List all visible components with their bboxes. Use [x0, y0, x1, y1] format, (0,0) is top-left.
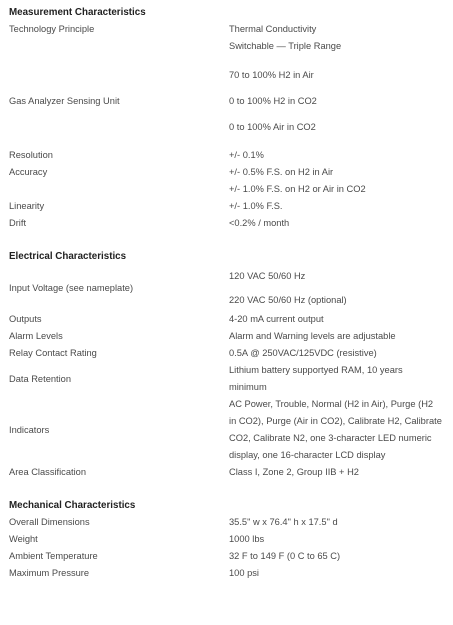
spec-row-accuracy: [9, 164, 449, 198]
section-spacer: [9, 481, 449, 497]
spec-row-drift: [9, 215, 449, 232]
spec-row-indicators: [9, 396, 449, 464]
spec-value: 1000 lbs: [229, 534, 265, 544]
spec-value-line: display, one 16-character LCD display: [229, 450, 386, 460]
spec-row-relay-rating: [9, 345, 449, 362]
spec-value-line: 0 to 100% Air in CO2: [229, 122, 316, 132]
spec-value: <0.2% / month: [229, 218, 290, 228]
spec-value: [229, 396, 449, 464]
spec-label: Relay Contact Rating: [9, 348, 97, 358]
spec-label: Accuracy: [9, 167, 48, 177]
spec-value: 35.5" w x 76.4" h x 17.5" d: [229, 517, 338, 527]
spec-value: [229, 362, 449, 396]
spec-value-line: AC Power, Trouble, Normal (H2 in Air), Purge (H2: [229, 399, 434, 409]
spec-value-line: 120 VAC 50/60 Hz: [229, 271, 306, 281]
spec-value-line: CO2, Calibrate N2, one 3-character LED numeric: [229, 433, 432, 443]
spec-row-area-classification: [9, 464, 449, 481]
spec-row-input-voltage: [9, 265, 449, 311]
spec-label: Resolution: [9, 150, 53, 160]
spec-value: +/- 0.1%: [229, 150, 264, 160]
spec-label: Linearity: [9, 201, 45, 211]
spec-label: Alarm Levels: [9, 331, 63, 341]
spec-value-line: Lithium battery supportyed RAM, 10 years: [229, 365, 403, 375]
spec-value: [229, 62, 449, 140]
spec-row-alarm-levels: [9, 328, 449, 345]
spec-value-line: +/- 1.0% F.S. on H2 or Air in CO2: [229, 184, 366, 194]
spec-value: [229, 264, 449, 312]
spec-label: Weight: [9, 534, 38, 544]
spec-label: Drift: [9, 218, 27, 228]
spec-value-line: 70 to 100% H2 in Air: [229, 70, 314, 80]
spec-label: Gas Analyzer Sensing Unit: [9, 95, 120, 106]
spec-row-dimensions: [9, 514, 449, 531]
spec-value: Class I, Zone 2, Group IIB + H2: [229, 467, 359, 477]
spec-value: 100 psi: [229, 568, 259, 578]
spec-row-ambient-temperature: [9, 548, 449, 565]
spec-label: Indicators: [9, 424, 50, 435]
spec-value-line: 0 to 100% H2 in CO2: [229, 96, 317, 106]
spec-row-outputs: [9, 311, 449, 328]
specifications-table: [9, 4, 449, 582]
spec-value-line: +/- 0.5% F.S. on H2 in Air: [229, 167, 334, 177]
spec-label: Outputs: [9, 314, 42, 324]
spec-row-gas-analyzer: [9, 55, 449, 147]
spec-value-line: Thermal Conductivity: [229, 24, 317, 34]
electrical-section-title: Electrical Characteristics: [9, 251, 127, 262]
spec-label: Input Voltage (see nameplate): [9, 282, 134, 293]
spec-label: Area Classification: [9, 467, 86, 477]
spec-row-maximum-pressure: [9, 565, 449, 582]
spec-value: 32 F to 149 F (0 C to 65 C): [229, 551, 341, 561]
spec-value-line: Switchable — Triple Range: [229, 41, 342, 51]
spec-label: Technology Principle: [9, 24, 95, 34]
mechanical-section-title: Mechanical Characteristics: [9, 500, 136, 511]
spec-value-line: minimum: [229, 382, 267, 392]
spec-value: 0.5A @ 250VAC/125VDC (resistive): [229, 348, 377, 358]
spec-row-weight: [9, 531, 449, 548]
spec-value: +/- 1.0% F.S.: [229, 201, 283, 211]
spec-value: [229, 164, 449, 198]
spec-label: Maximum Pressure: [9, 568, 90, 578]
spec-label: Ambient Temperature: [9, 551, 98, 561]
spec-value: 4-20 mA current output: [229, 314, 324, 324]
spec-label: Overall Dimensions: [9, 517, 90, 527]
spec-value: Alarm and Warning levels are adjustable: [229, 331, 396, 341]
spec-value-line: 220 VAC 50/60 Hz (optional): [229, 295, 347, 305]
measurement-section-title: Measurement Characteristics: [9, 7, 146, 18]
spec-value: [229, 21, 449, 55]
spec-row-linearity: [9, 198, 449, 215]
spec-value-line: in CO2), Purge (Air in CO2), Calibrate H2, Calibrate: [229, 416, 442, 426]
spec-row-data-retention: [9, 362, 449, 396]
section-spacer: [9, 232, 449, 248]
spec-row-resolution: [9, 147, 449, 164]
spec-row-technology: [9, 21, 449, 55]
spec-label: Data Retention: [9, 373, 72, 384]
